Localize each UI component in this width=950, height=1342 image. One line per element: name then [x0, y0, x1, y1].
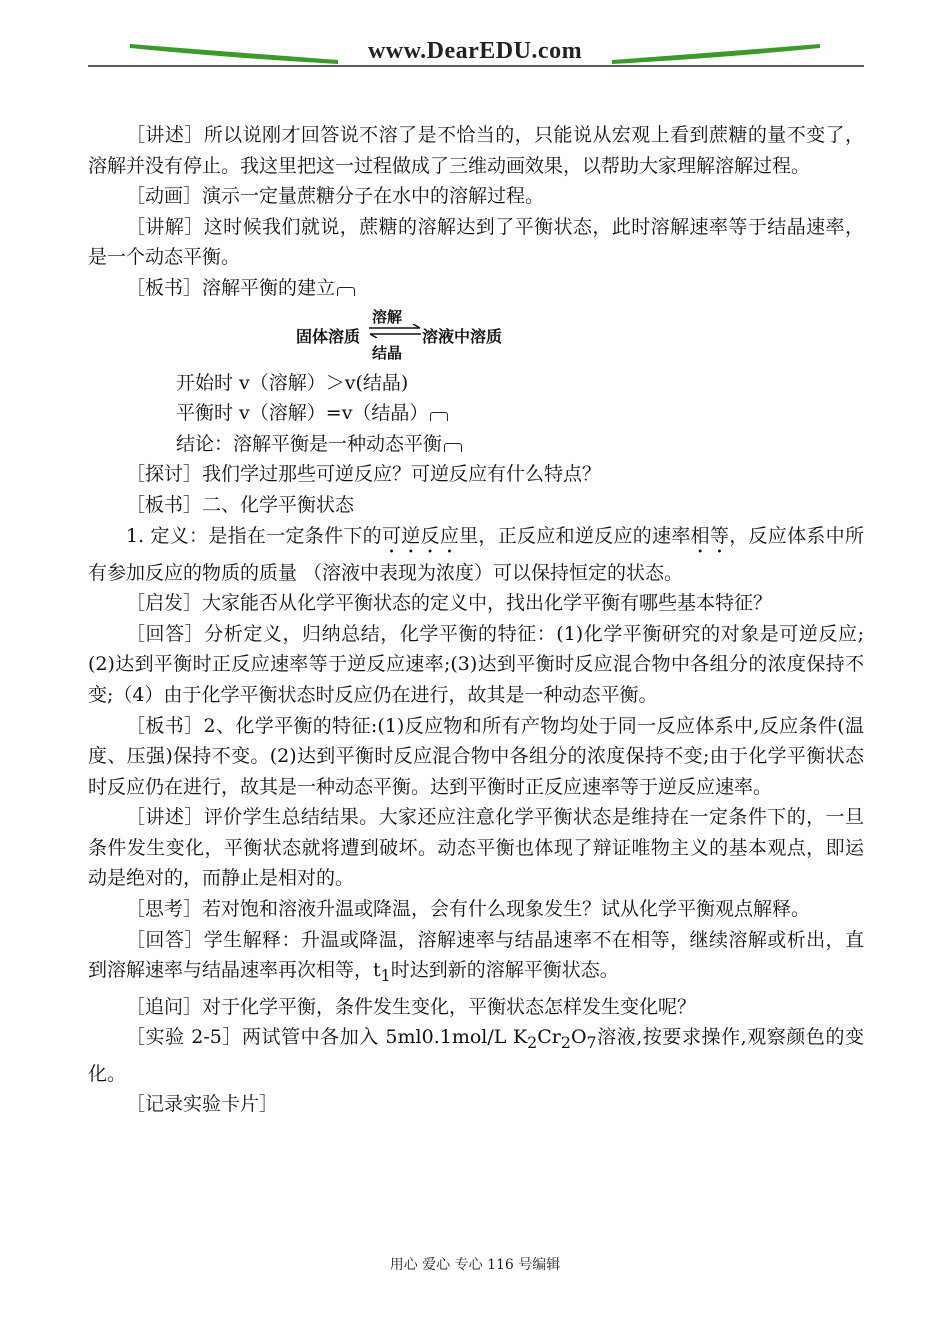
experiment-text: ［实验 2-5］两试管中各加入 5ml0.1mol/L K [126, 1026, 528, 1049]
hook-mark-icon [337, 287, 355, 296]
paragraph: ［探讨］我们学过那些可逆反应？可逆反应有什么特点？ [126, 463, 602, 486]
equation-left: 固体溶质 [296, 326, 361, 346]
page-header [0, 0, 950, 80]
emphasis-text: 相等 [690, 524, 730, 547]
subscript: 1 [380, 966, 391, 986]
document-body [88, 120, 864, 1120]
paragraph: ［讲述］评价学生总结结果。大家还应注意化学平衡状态是维持在一定条件下的，一旦条件发生变化，平衡状态就将遭到破坏。动态平衡也体现了辩证唯物主义的基本观点，即运动是绝对的，而静止是相对的。 [88, 806, 864, 890]
rate-line [88, 398, 864, 429]
dissolution-equilibrium-equation [88, 304, 864, 364]
paragraph: ［板书］二、化学平衡状态 [126, 493, 355, 516]
equation-reverse-label: 结晶 [372, 343, 403, 362]
site-logo-text: www.DearEDU.com [367, 38, 583, 64]
definition-text: 里，正反应和逆反应的速率 [459, 524, 691, 547]
equation-forward-label: 溶解 [372, 307, 403, 326]
experiment-text: Cr [537, 1026, 561, 1049]
definition-paragraph [88, 521, 864, 589]
paragraph: ［思考］若对饱和溶液升温或降温，会有什么现象发生？试从化学平衡观点解释。 [126, 898, 811, 921]
subscript: 2 [560, 1033, 571, 1053]
paragraph: ［回答］分析定义，归纳总结，化学平衡的特征：(1)化学平衡研究的对象是可逆反应;(2)达到平衡时正反应速率等于逆反应速率;(3)达到平衡时反应混合物中各组分的浓度保持不变;（4）由于化学平衡状态时反应仍在进行，故其是一种动态平衡。 [88, 622, 864, 706]
paragraph: ［讲解］这时候我们就说，蔗糖的溶解达到了平衡状态，此时溶解速率等于结晶速率，是一个动态平衡。 [88, 215, 864, 269]
reversible-arrow-icon [368, 324, 422, 338]
hook-mark-icon [444, 443, 462, 452]
subscript: 2 [527, 1033, 538, 1053]
experiment-text: 溶液,按要求操作,观察颜色的变化。 [88, 1026, 864, 1085]
board-text: ［板书］溶解平衡的建立 [126, 276, 336, 299]
paragraph: ［启发］大家能否从化学平衡状态的定义中，找出化学平衡有哪些基本特征？ [126, 592, 773, 615]
conclusion-text: 结论：溶解平衡是一种动态平衡 [176, 432, 443, 455]
paragraph: ［记录实验卡片］ [126, 1093, 279, 1116]
paragraph: ［讲述］所以说刚才回答说不溶了是不恰当的，只能说从宏观上看到蔗糖的量不变了，溶解并没有停止。我这里把这一过程做成了三维动画效果，以帮助大家理解溶解过程。 [88, 124, 864, 177]
paragraph: ［动画］演示一定量蔗糖分子在水中的溶解过程。 [126, 185, 545, 208]
paragraph [88, 273, 864, 304]
page-footer: 用心 爱心 专心 116 号编辑 [389, 1257, 561, 1273]
answer-text: 时达到新的溶解平衡状态。 [390, 959, 619, 982]
paragraph: ［追问］对于化学平衡，条件发生变化，平衡状态怎样发生变化呢？ [126, 995, 697, 1018]
conclusion-line [88, 429, 864, 460]
experiment-paragraph [88, 1022, 864, 1089]
definition-text: 1. 定义：是指在一定条件下的 [126, 524, 382, 547]
subscript: 7 [586, 1033, 597, 1053]
answer-text: ［回答］学生解释：升温或降温，溶解速率与结晶速率不在相等，继续溶解或析出，直到溶解速率与结晶速率再次相等，t [88, 928, 864, 982]
definition-text: ，反应体系中所有参加反应的物质的质量 （溶液中表现为浓度）可以保持恒定的状态。 [88, 524, 864, 584]
answer-paragraph [88, 925, 864, 992]
paragraph: ［板书］2、化学平衡的特征:(1)反应物和所有产物均处于同一反应体系中,反应条件(温度、压强)保持不变。(2)达到平衡时反应混合物中各组分的浓度保持不变;由于化学平衡状态时反应仍在进行，故其是一种动态平衡。达到平衡时正反应速率等于逆反应速率。 [88, 714, 864, 798]
rate-line-text: 平衡时 v（溶解）=v（结晶） [176, 402, 429, 425]
experiment-text: O [570, 1026, 587, 1049]
emphasis-text: 可逆反应 [381, 524, 460, 547]
hook-mark-icon [430, 412, 448, 421]
equation-right: 溶液中溶质 [422, 326, 503, 346]
rate-line: 开始时 v（溶解）＞v(结晶) [176, 371, 409, 394]
